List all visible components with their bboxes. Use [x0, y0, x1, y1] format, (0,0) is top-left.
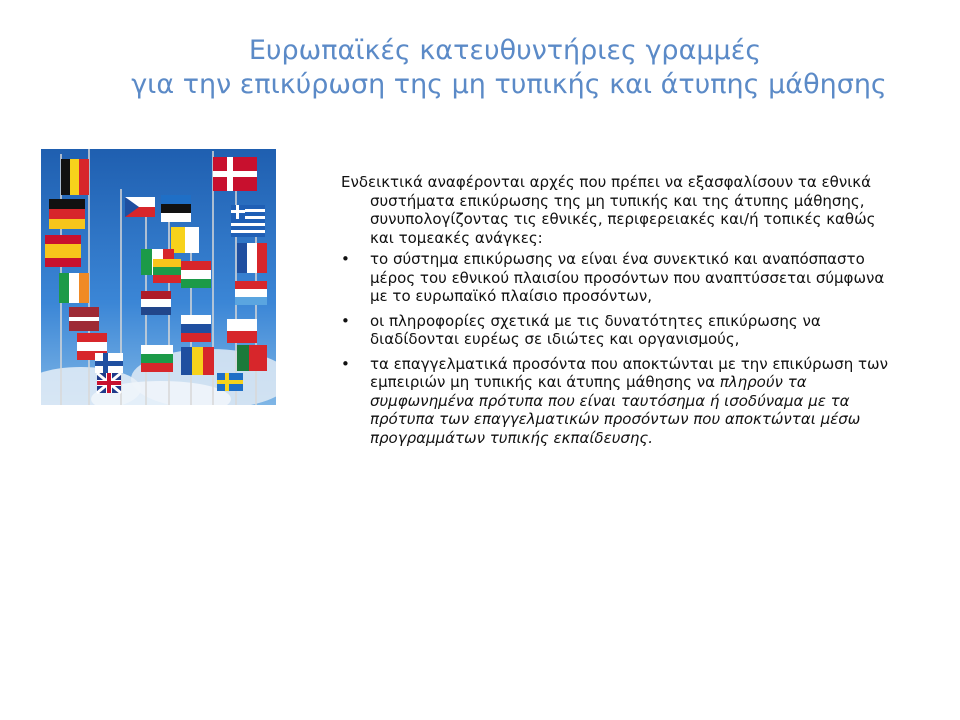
slide-title: [0, 34, 960, 102]
bullet-marker: •: [341, 311, 350, 330]
list-item: [341, 250, 901, 306]
list-item: [341, 355, 901, 448]
list-item: [341, 312, 901, 349]
title-line-1: Ευρωπαϊκές κατευθυντήριες γραμμές: [248, 35, 762, 66]
eu-flags-image: [41, 149, 276, 405]
intro-paragraph: Ενδεικτικά αναφέρονται αρχές που πρέπει να εξασφαλίσουν τα εθνικά συστήματα επικύρωσης της μη τυπικής και της άτυπης μάθησης, συνυπολογίζοντας τις εθνικές, περιφερειακές και/ή τοπικές καθώς και τομεακές ανάγκες:: [341, 173, 876, 247]
slide-body: [341, 173, 901, 453]
bullet-text: οι πληροφορίες σχετικά με τις δυνατότητες επικύρωσης να διαδίδονται ευρέως σε ιδιώτες και οργανισμούς,: [370, 311, 821, 348]
bullet-text: το σύστημα επικύρωσης να είναι ένα συνεκτικό και αναπόσπαστο μέρος του εθνικού πλαισίου προσόντων που αναπτύσσεται σύμφωνα με το ευρωπαϊκό πλαίσιο προσόντων,: [370, 250, 885, 305]
bullet-text-italic: πληρούν τα συμφωνημένα πρότυπα που είναι ταυτόσημα ή ισοδύναμα με τα πρότυπα των επαγγελματικών προσόντων που αποκτώνται μέσω προγραμμάτων τυπικής εκπαίδευσης.: [370, 373, 861, 447]
principles-list: [341, 250, 901, 447]
bullet-marker: •: [341, 250, 350, 268]
bullet-marker: •: [341, 354, 350, 373]
bullet-text: τα επαγγελματικά προσόντα που αποκτώνται με την επικύρωση των εμπειριών μη τυπικής και άτυπης μάθησης να: [370, 354, 888, 391]
title-line-2: για την επικύρωση της μη τυπικής και άτυπης μάθησης: [131, 69, 887, 100]
